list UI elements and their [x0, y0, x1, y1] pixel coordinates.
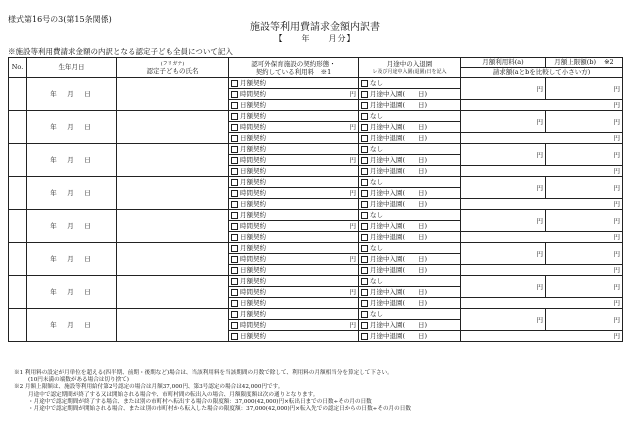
claim-field[interactable]: 円	[461, 100, 623, 111]
checkbox-icon[interactable]	[361, 267, 368, 274]
fee-a-field[interactable]: 円	[461, 144, 546, 166]
checkbox-icon[interactable]	[231, 322, 238, 329]
inout-option[interactable]	[359, 111, 461, 122]
fee-a-field[interactable]: 円	[461, 309, 546, 331]
claim-field[interactable]: 円	[461, 298, 623, 309]
inout-option-label: なし	[370, 112, 383, 120]
inout-option-label: 月途中退園( 日)	[370, 134, 428, 142]
fee-a-field[interactable]: 円	[461, 276, 546, 298]
note-1: ※1 利用料の設定が月単位を超える(四半期、前期・後期など)場合は、当該利用料を当該期間の月数で除して、利用料の月額相当分を算定して下さい。	[14, 370, 393, 376]
claim-field[interactable]: 円	[461, 265, 623, 276]
birthdate-field[interactable]: 年 月 日	[27, 210, 117, 243]
row-number-cell	[9, 111, 27, 144]
checkbox-icon[interactable]	[231, 102, 238, 109]
checkbox-icon[interactable]	[231, 157, 238, 164]
footnotes	[14, 370, 624, 413]
inout-option[interactable]	[359, 210, 461, 221]
claim-field[interactable]: 円	[461, 331, 623, 342]
limit-b-field[interactable]: 円	[546, 309, 623, 331]
child-name-field[interactable]	[117, 177, 229, 210]
contract-option[interactable]	[229, 320, 359, 331]
inout-option-label: 月途中入園( 日)	[370, 189, 428, 197]
child-name-field[interactable]	[117, 276, 229, 309]
checkbox-icon[interactable]	[361, 146, 368, 153]
table-row	[9, 276, 623, 287]
inout-option[interactable]	[359, 166, 461, 177]
checkbox-icon[interactable]	[231, 179, 238, 186]
note-1-sub: (10円未満の端数がある場合は切り捨て)	[28, 377, 129, 384]
contract-option[interactable]	[229, 232, 359, 243]
checkbox-icon[interactable]	[361, 234, 368, 241]
limit-b-field[interactable]: 円	[546, 78, 623, 100]
checkbox-icon[interactable]	[361, 256, 368, 263]
inout-option-label: なし	[370, 211, 383, 219]
contract-option[interactable]	[229, 188, 359, 199]
contract-option-label: 時間契約	[240, 123, 266, 131]
fee-a-field[interactable]: 円	[461, 111, 546, 133]
contract-option-label: 月額契約	[240, 277, 266, 285]
inout-option[interactable]	[359, 331, 461, 342]
inout-option[interactable]	[359, 276, 461, 287]
fee-a-field[interactable]: 円	[461, 210, 546, 232]
contract-option[interactable]	[229, 155, 359, 166]
checkbox-icon[interactable]	[231, 234, 238, 241]
table-row	[9, 78, 623, 89]
contract-option[interactable]	[229, 177, 359, 188]
col-fee-a: 月額利用料(a)	[461, 58, 546, 68]
furigana-label: (フリガナ)	[160, 60, 185, 67]
contract-option[interactable]	[229, 309, 359, 320]
checkbox-icon[interactable]	[361, 245, 368, 252]
checkbox-icon[interactable]	[361, 278, 368, 285]
claim-field[interactable]: 円	[461, 232, 623, 243]
inout-option[interactable]	[359, 89, 461, 100]
checkbox-icon[interactable]	[231, 212, 238, 219]
checkbox-icon[interactable]	[231, 256, 238, 263]
birthdate-field[interactable]: 年 月 日	[27, 309, 117, 342]
inout-option-label: 月途中退園( 日)	[370, 299, 428, 307]
birthdate-field[interactable]: 年 月 日	[27, 243, 117, 276]
inout-option[interactable]	[359, 309, 461, 320]
birthdate-field[interactable]: 年 月 日	[27, 78, 117, 111]
limit-b-field[interactable]: 円	[546, 144, 623, 166]
row-number-cell	[9, 276, 27, 309]
inout-option-label: なし	[370, 244, 383, 252]
contract-option-label: 時間契約	[240, 189, 266, 197]
note-2: ※2 月額上限額は、施設等利用給付第2号認定の場合は月額37,000円、第3号認定の場合は42,000円です。	[14, 384, 284, 391]
inout-option[interactable]	[359, 320, 461, 331]
contract-fee-yen: 円	[349, 222, 356, 230]
checkbox-icon[interactable]	[361, 124, 368, 131]
contract-option-label: 月額契約	[240, 211, 266, 219]
contract-option-label: 月額契約	[240, 79, 266, 87]
contract-option[interactable]	[229, 166, 359, 177]
inout-option[interactable]	[359, 298, 461, 309]
child-name-field[interactable]	[117, 309, 229, 342]
claim-field[interactable]: 円	[461, 199, 623, 210]
contract-option-label: 時間契約	[240, 288, 266, 296]
inout-option[interactable]	[359, 100, 461, 111]
fee-a-field[interactable]: 円	[461, 243, 546, 265]
child-name-label: 認定子どもの氏名	[146, 66, 199, 75]
inout-option[interactable]	[359, 232, 461, 243]
checkbox-icon[interactable]	[361, 311, 368, 318]
contract-option[interactable]	[229, 265, 359, 276]
limit-b-label: 月額上限額(b)	[554, 58, 597, 66]
row-number-cell	[9, 309, 27, 342]
contract-option[interactable]	[229, 221, 359, 232]
inout-option[interactable]	[359, 221, 461, 232]
checkbox-icon[interactable]	[231, 245, 238, 252]
contract-label-1: 認可外保育施設の契約形態・	[251, 59, 336, 68]
contract-option-label: 日額契約	[240, 167, 266, 175]
inout-option[interactable]	[359, 243, 461, 254]
row-number-cell	[9, 177, 27, 210]
checkbox-icon[interactable]	[231, 135, 238, 142]
limit-b-field[interactable]: 円	[546, 243, 623, 265]
child-name-field[interactable]	[117, 111, 229, 144]
checkbox-icon[interactable]	[231, 311, 238, 318]
contract-option-label: 日額契約	[240, 134, 266, 142]
col-birthdate: 生年月日	[27, 58, 117, 78]
checkbox-icon[interactable]	[361, 168, 368, 175]
inout-option-label: 月途中入園( 日)	[370, 90, 428, 98]
checkbox-icon[interactable]	[231, 223, 238, 230]
inout-label-2: レ及び月途中入園(退園)日を記入	[372, 68, 447, 75]
contract-fee-yen: 円	[349, 255, 356, 263]
note-2-sub: 月途中で認定期間が終了する又は開始される場合や、市町村間の転出入の場合、月額限度額は次の通りとなります。	[28, 391, 319, 398]
note2-mark: ※2	[604, 58, 614, 66]
col-child-name	[117, 58, 229, 78]
child-name-field[interactable]	[117, 243, 229, 276]
checkbox-icon[interactable]	[231, 190, 238, 197]
checkbox-icon[interactable]	[231, 289, 238, 296]
contract-option[interactable]	[229, 144, 359, 155]
contract-option[interactable]	[229, 254, 359, 265]
checkbox-icon[interactable]	[361, 201, 368, 208]
contract-option[interactable]	[229, 243, 359, 254]
birthdate-field[interactable]: 年 月 日	[27, 111, 117, 144]
contract-option-label: 月額契約	[240, 145, 266, 153]
contract-option[interactable]	[229, 287, 359, 298]
contract-option-label: 時間契約	[240, 222, 266, 230]
limit-b-field[interactable]: 円	[546, 276, 623, 298]
birthdate-field[interactable]: 年 月 日	[27, 177, 117, 210]
checkbox-icon[interactable]	[361, 190, 368, 197]
checkbox-icon[interactable]	[231, 80, 238, 87]
inout-option[interactable]	[359, 78, 461, 89]
inout-option-label: 月途中退園( 日)	[370, 167, 428, 175]
contract-fee-yen: 円	[349, 90, 356, 98]
checkbox-icon[interactable]	[361, 289, 368, 296]
inout-label-1: 月途中の入退園	[386, 59, 433, 68]
inout-option-label: 月途中入園( 日)	[370, 222, 428, 230]
contract-option-label: 月額契約	[240, 244, 266, 252]
claim-field[interactable]: 円	[461, 166, 623, 177]
inout-option-label: 月途中退園( 日)	[370, 233, 428, 241]
inout-option-label: なし	[370, 79, 383, 87]
contract-option[interactable]	[229, 276, 359, 287]
limit-b-field[interactable]: 円	[546, 111, 623, 133]
birthdate-field[interactable]: 年 月 日	[27, 144, 117, 177]
inout-option-label: 月途中退園( 日)	[370, 200, 428, 208]
birthdate-field[interactable]: 年 月 日	[27, 276, 117, 309]
inout-option-label: 月途中入園( 日)	[370, 288, 428, 296]
contract-option-label: 月額契約	[240, 178, 266, 186]
lead-instruction: ※施設等利用費請求金額の内訳となる認定子ども全員について記入	[8, 47, 233, 56]
contract-option[interactable]	[229, 133, 359, 144]
contract-option[interactable]	[229, 100, 359, 111]
contract-option[interactable]	[229, 78, 359, 89]
inout-option-label: なし	[370, 277, 383, 285]
checkbox-icon[interactable]	[231, 201, 238, 208]
checkbox-icon[interactable]	[231, 113, 238, 120]
contract-option[interactable]	[229, 331, 359, 342]
row-number-cell	[9, 144, 27, 177]
inout-option-label: 月途中入園( 日)	[370, 255, 428, 263]
table-body	[9, 78, 623, 342]
checkbox-icon[interactable]	[361, 113, 368, 120]
inout-option[interactable]	[359, 188, 461, 199]
contract-option-label: 時間契約	[240, 255, 266, 263]
checkbox-icon[interactable]	[361, 322, 368, 329]
checkbox-icon[interactable]	[231, 168, 238, 175]
checkbox-icon[interactable]	[361, 300, 368, 307]
inout-option-label: なし	[370, 145, 383, 153]
contract-option[interactable]	[229, 210, 359, 221]
inout-option[interactable]	[359, 287, 461, 298]
col-limit-b	[546, 58, 623, 68]
child-name-field[interactable]	[117, 144, 229, 177]
inout-option-label: 月途中退園( 日)	[370, 332, 428, 340]
checkbox-icon[interactable]	[361, 223, 368, 230]
checkbox-icon[interactable]	[231, 124, 238, 131]
col-no: No.	[9, 58, 27, 78]
limit-b-field[interactable]: 円	[546, 210, 623, 232]
contract-fee-yen: 円	[349, 123, 356, 131]
contract-option[interactable]	[229, 199, 359, 210]
checkbox-icon[interactable]	[231, 267, 238, 274]
contract-fee-yen: 円	[349, 288, 356, 296]
row-number-cell	[9, 210, 27, 243]
table-row	[9, 243, 623, 254]
inout-option-label: なし	[370, 178, 383, 186]
note-2-bullet-2: ・月途中で認定期間が開始される場合、または別の市町村から転入した場合の限度額：37,000(42,000)円×転入先での認定日からの日数÷その月の日数	[28, 406, 411, 413]
page-title: 施設等利用費請求金額内訳書	[250, 22, 380, 33]
inout-option[interactable]	[359, 265, 461, 276]
contract-option-label: 日額契約	[240, 200, 266, 208]
contract-fee-yen: 円	[349, 156, 356, 164]
contract-option-label: 日額契約	[240, 266, 266, 274]
inout-option[interactable]	[359, 155, 461, 166]
table-row	[9, 210, 623, 221]
inout-option-label: なし	[370, 310, 383, 318]
inout-option[interactable]	[359, 199, 461, 210]
contract-option-label: 日額契約	[240, 299, 266, 307]
checkbox-icon[interactable]	[361, 179, 368, 186]
contract-option-label: 月額契約	[240, 112, 266, 120]
contract-option-label: 日額契約	[240, 233, 266, 241]
checkbox-icon[interactable]	[361, 80, 368, 87]
fee-a-field[interactable]: 円	[461, 177, 546, 199]
inout-option[interactable]	[359, 254, 461, 265]
contract-option-label: 時間契約	[240, 321, 266, 329]
contract-option-label: 月額契約	[240, 310, 266, 318]
contract-option[interactable]	[229, 298, 359, 309]
checkbox-icon[interactable]	[231, 300, 238, 307]
checkbox-icon[interactable]	[361, 333, 368, 340]
billing-period: 【 年 月分】	[274, 34, 356, 43]
form-number: 様式第16号の3(第15条関係)	[8, 15, 112, 24]
checkbox-icon[interactable]	[231, 91, 238, 98]
checkbox-icon[interactable]	[361, 157, 368, 164]
checkbox-icon[interactable]	[231, 278, 238, 285]
note-2-bullet-1: ・月途中で認定期間が終了する場合、または別の市町村へ転出する場合の限度額：37,000(42,000)円×転出日までの日数÷その月の日数	[28, 398, 372, 405]
contract-option-label: 日額契約	[240, 332, 266, 340]
checkbox-icon[interactable]	[361, 135, 368, 142]
table-row	[9, 111, 623, 122]
contract-option[interactable]	[229, 122, 359, 133]
contract-option-label: 時間契約	[240, 90, 266, 98]
contract-option-label: 時間契約	[240, 156, 266, 164]
inout-option[interactable]	[359, 133, 461, 144]
inout-option[interactable]	[359, 144, 461, 155]
table-row	[9, 309, 623, 320]
contract-fee-yen: 円	[349, 321, 356, 329]
checkbox-icon[interactable]	[361, 212, 368, 219]
table-row	[9, 144, 623, 155]
inout-option-label: 月途中入園( 日)	[370, 123, 428, 131]
limit-b-field[interactable]: 円	[546, 177, 623, 199]
checkbox-icon[interactable]	[361, 91, 368, 98]
contract-option-label: 日額契約	[240, 101, 266, 109]
row-number-cell	[9, 243, 27, 276]
inout-option-label: 月途中入園( 日)	[370, 156, 428, 164]
claim-field[interactable]: 円	[461, 133, 623, 144]
checkbox-icon[interactable]	[361, 102, 368, 109]
row-number-cell	[9, 78, 27, 111]
col-inout	[359, 58, 461, 78]
fee-a-field[interactable]: 円	[461, 78, 546, 100]
inout-option[interactable]	[359, 177, 461, 188]
inout-option-label: 月途中入園( 日)	[370, 321, 428, 329]
child-name-field[interactable]	[117, 210, 229, 243]
contract-fee-yen: 円	[349, 189, 356, 197]
breakdown-table	[8, 57, 623, 342]
inout-option-label: 月途中退園( 日)	[370, 101, 428, 109]
table-row	[9, 177, 623, 188]
inout-option[interactable]	[359, 122, 461, 133]
col-claim: 請求額(aとbを比較して小さい方)	[461, 68, 623, 78]
checkbox-icon[interactable]	[231, 333, 238, 340]
contract-option[interactable]	[229, 89, 359, 100]
inout-option-label: 月途中退園( 日)	[370, 266, 428, 274]
child-name-field[interactable]	[117, 78, 229, 111]
col-contract	[229, 58, 359, 78]
contract-label-2: 契約している利用料 ※1	[255, 67, 332, 76]
contract-option[interactable]	[229, 111, 359, 122]
checkbox-icon[interactable]	[231, 146, 238, 153]
